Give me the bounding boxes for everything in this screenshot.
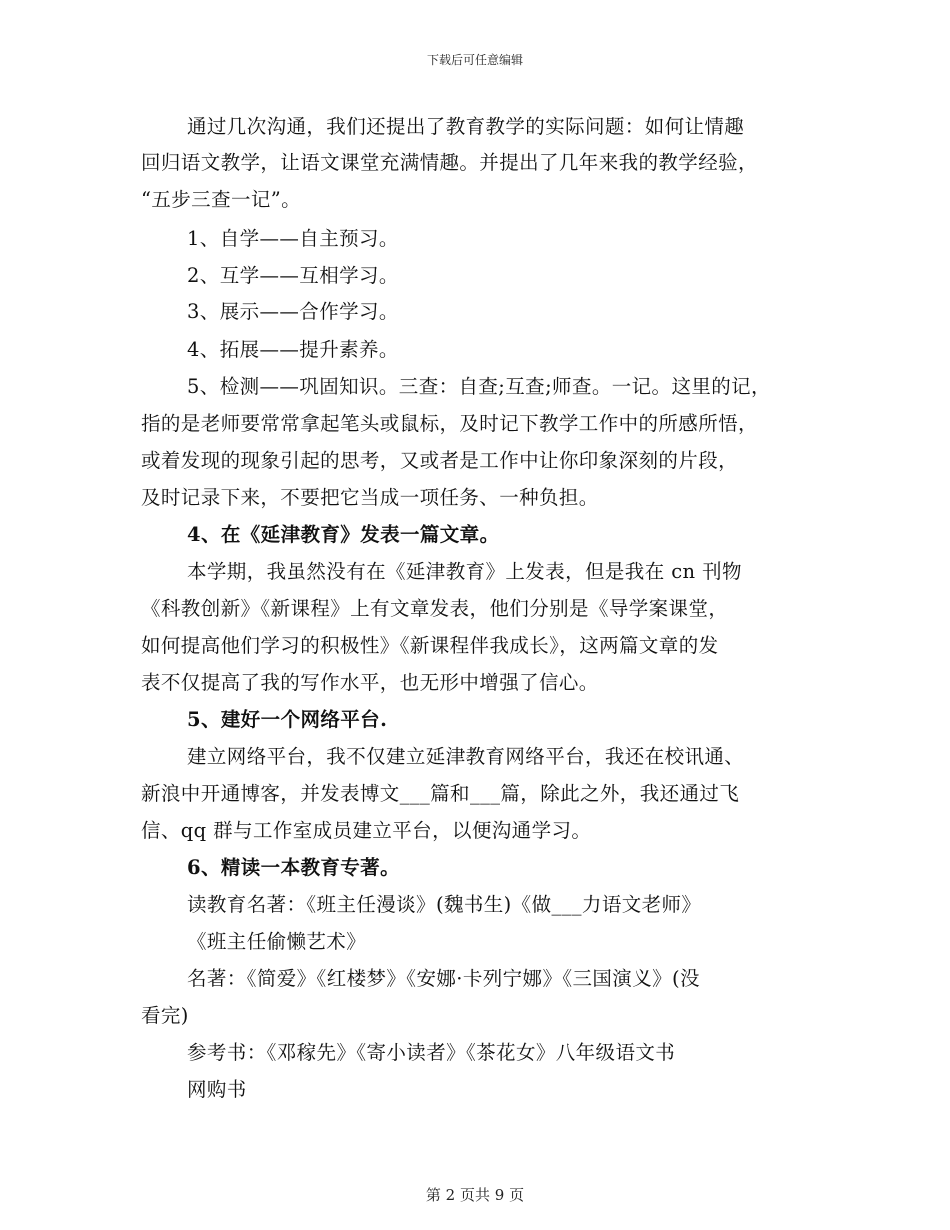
paragraph-line: 看完) xyxy=(141,1004,189,1027)
list-item: 4、拓展——提升素养。 xyxy=(187,338,399,361)
paragraph-line: 回归语文教学，让语文课堂充满情趣。并提出了几年来我的教学经验， xyxy=(141,151,758,174)
paragraph-line: 《科教创新》《新课程》上有文章发表，他们分别是《导学案课堂， xyxy=(141,597,729,620)
page-header: 下载后可任意编辑 xyxy=(426,53,523,67)
page-footer: 第 2 页共 9 页 xyxy=(425,1186,525,1204)
section-heading: 5、建好一个网络平台. xyxy=(187,708,388,731)
paragraph-line: 或着发现的现象引起的思考，又或者是工作中让你印象深刻的片段， xyxy=(141,449,739,472)
list-item: 5、检测——巩固知识。三查：自查;互查;师查。一记。这里的记， xyxy=(187,375,771,398)
paragraph-line: 本学期，我虽然没有在《延津教育》上发表，但是我在 cn 刊物 xyxy=(187,560,742,583)
paragraph-line: 建立网络平台，我不仅建立延津教育网络平台，我还在校讯通、 xyxy=(187,745,745,768)
list-item: 3、展示——合作学习。 xyxy=(187,300,399,323)
paragraph-line: 表不仅提高了我的写作水平，也无形中增强了信心。 xyxy=(141,671,599,694)
paragraph-line: 名著：《简爱》《红楼梦》《安娜·卡列宁娜》《三国演义》(没 xyxy=(187,967,700,990)
paragraph-line: “五步三查一记”。 xyxy=(141,188,302,211)
paragraph-line: 新浪中开通博客，并发表博文___篇和___篇，除此之外，我还通过飞 xyxy=(141,782,740,805)
list-item: 2、互学——互相学习。 xyxy=(187,264,399,287)
paragraph-line: 《班主任偷懒艺术》 xyxy=(187,930,367,953)
paragraph-line: 参考书：《邓稼先》《寄小读者》《茶花女》八年级语文书 xyxy=(187,1041,676,1064)
section-heading: 6、精读一本教育专著。 xyxy=(187,856,400,879)
paragraph-line: 及时记录下来，不要把它当成一项任务、一种负担。 xyxy=(141,486,599,509)
section-heading: 4、在《延津教育》发表一篇文章。 xyxy=(187,523,500,546)
paragraph-line: 信、qq 群与工作室成员建立平台，以便沟通学习。 xyxy=(141,819,592,842)
paragraph-line: 指的是老师要常常拿起笔头或鼠标，及时记下教学工作中的所感所悟， xyxy=(141,412,758,435)
list-item: 1、自学——自主预习。 xyxy=(187,227,399,250)
paragraph-line: 通过几次沟通，我们还提出了教育教学的实际问题：如何让情趣 xyxy=(187,115,745,138)
paragraph-line: 网购书 xyxy=(187,1078,247,1101)
paragraph-line: 如何提高他们学习的积极性》《新课程伴我成长》，这两篇文章的发 xyxy=(141,634,719,657)
paragraph-line: 读教育名著：《班主任漫谈》(魏书生)《做___力语文老师》 xyxy=(187,893,702,916)
